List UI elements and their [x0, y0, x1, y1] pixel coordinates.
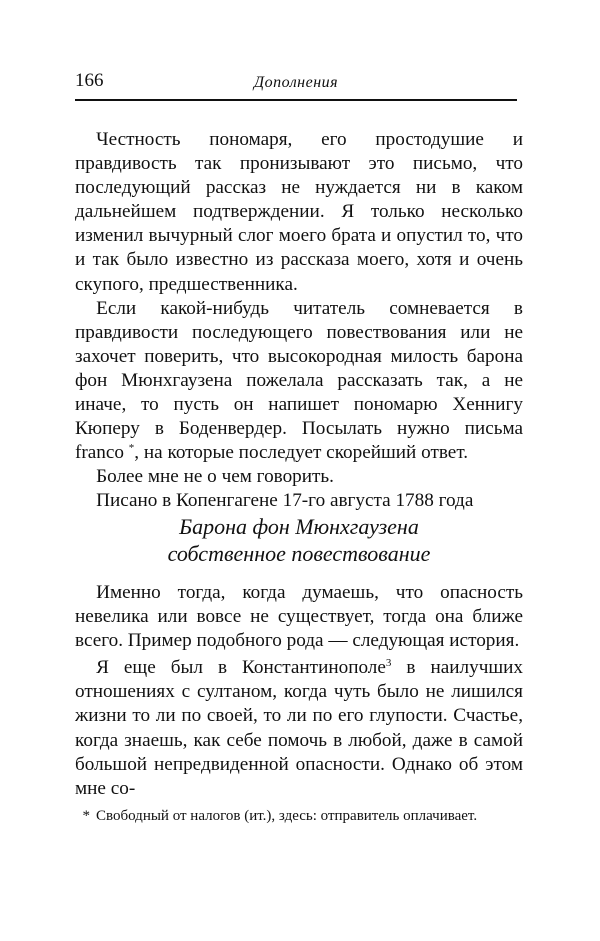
- letter-paragraph-2-text: Если какой-нибудь читатель сомневается в правдивости последующего повествования или не захочет поверить, что высокородная милость барона фон Мюнхгаузена пожелала рассказать так, а не иначе, то пусть он напишет пономарю Хеннигу Кюперу в Боденвердер. Посылать нужно письма franco: [75, 297, 523, 464]
- endnote-marker: 3: [385, 657, 392, 670]
- page-number: 166: [75, 70, 104, 91]
- narrative-paragraph-2: [75, 656, 523, 801]
- letter-text: [75, 128, 523, 514]
- letter-dateline: Писано в Копенгагене 17-го августа 1788 года: [96, 490, 474, 512]
- narrative-paragraph-2-rest: в наилучших отношениях с султаном, когда чуть было не лишился жизни то ли по своей, то ли по его глупости. Счастье, когда знаешь, как себе помочь в любой, даже в самой большой непредвиденной опасности. Однако об этом мне со-: [75, 657, 524, 799]
- narrative-paragraph-2-start: Я еще был в Константинополе: [96, 657, 386, 679]
- footnote-marker: *: [128, 442, 135, 455]
- section-title: [75, 513, 523, 567]
- letter-paragraph-2: [75, 297, 523, 466]
- letter-paragraph-2-tail: , на которые последует скорейший ответ.: [134, 442, 469, 464]
- letter-paragraph-3: Более мне не о чем говорить.: [96, 466, 334, 488]
- header-rule: [75, 99, 517, 101]
- letter-paragraph-1: Честность пономаря, его простодушие и правдивость так пронизывают это письмо, что последующий рассказ не нуждается ни в каком дальнейшем подтверждении. Я только несколько изменил вычурный слог моего брата и опустил то, что и так было известно из рассказа моего, хотя и очень скупого, предшественника.: [75, 129, 523, 295]
- footnote: [75, 806, 523, 826]
- running-title: Дополнения: [253, 74, 339, 91]
- footnote-star: *: [82, 808, 90, 824]
- page-header: [75, 70, 517, 98]
- section-title-line-1: Барона фон Мюнхгаузена: [179, 514, 419, 539]
- narrative-text: [75, 581, 523, 801]
- footnote-text: Свободный от налогов (ит.), здесь: отправитель оплачивает.: [96, 808, 478, 824]
- section-title-line-2: собственное повествование: [167, 541, 431, 566]
- narrative-paragraph-1: Именно тогда, когда думаешь, что опасность невелика или вовсе не существует, тогда она ближе всего. Пример подобного рода — следующая история.: [75, 582, 523, 652]
- footnote-paragraph: [75, 806, 523, 826]
